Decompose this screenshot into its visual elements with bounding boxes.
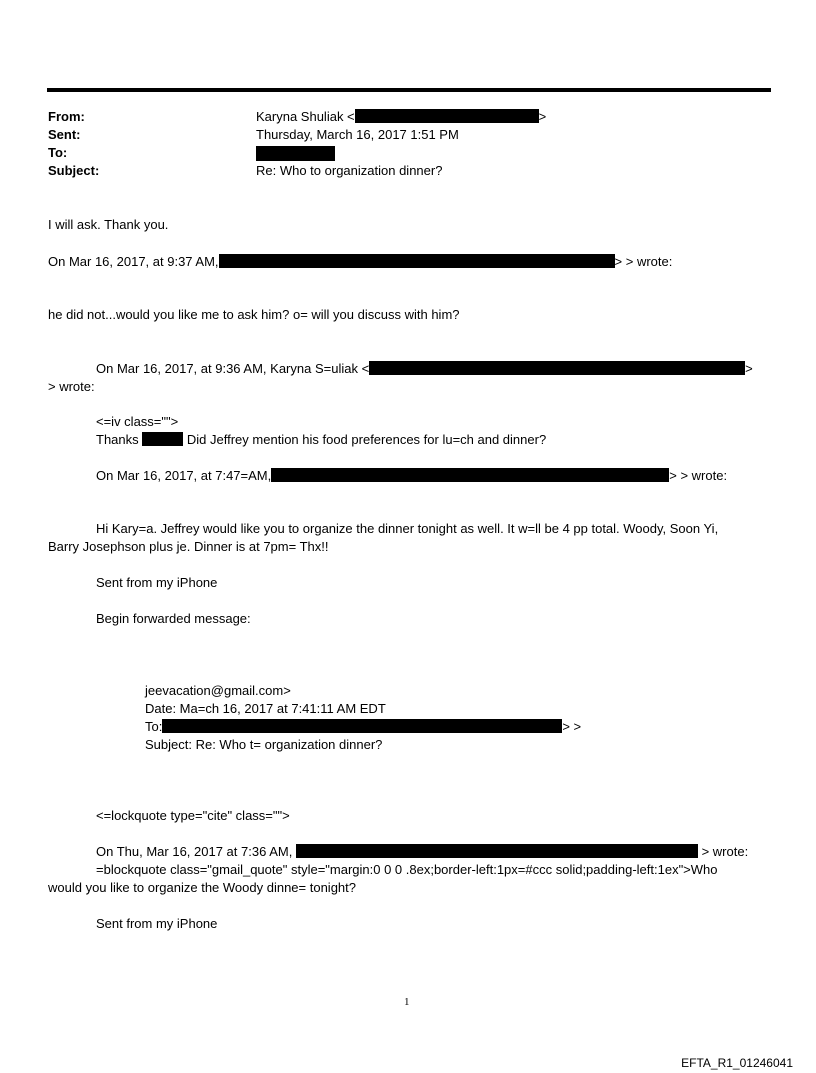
redaction-block: [369, 361, 745, 375]
from-close: >: [538, 109, 547, 124]
body-line: [145, 719, 581, 735]
body-line: Barry Josephson plus je. Dinner is at 7pm= Thx!!: [48, 539, 329, 554]
quote-attribution-end: >: [745, 361, 753, 376]
body-line: Hi Kary=a. Jeffrey would like you to organize the dinner tonight as well. It w=ll be 4 pp total. Woody, Soon Yi,: [96, 521, 719, 536]
from-value: [256, 109, 546, 124]
body-line: [48, 254, 672, 270]
redaction-block: [219, 254, 615, 268]
body-line: Begin forwarded message:: [96, 611, 251, 626]
body-line: <=iv class="">: [96, 414, 179, 429]
quote-attribution-end: > wrote:: [701, 844, 749, 859]
to-label: To:: [48, 145, 68, 160]
body-line: Date: Ma=ch 16, 2017 at 7:41:11 AM EDT: [145, 701, 386, 716]
body-line: Sent from my iPhone: [96, 575, 218, 590]
from-name: Karyna Shuliak <: [256, 109, 355, 124]
redaction-block: [162, 719, 562, 733]
sent-label: Sent:: [48, 127, 81, 142]
body-line: > wrote:: [48, 379, 95, 394]
body-line: [96, 432, 546, 448]
body-line: [96, 844, 748, 860]
body-line: Sent from my iPhone: [96, 916, 218, 931]
subject-value: Re: Who to organization dinner?: [256, 163, 443, 178]
body-line: Subject: Re: Who t= organization dinner?: [145, 737, 383, 752]
quote-attribution-end: > > wrote:: [669, 468, 728, 483]
body-line: jeevacation@gmail.com>: [145, 683, 291, 698]
quote-attribution-end: > > wrote:: [614, 254, 673, 269]
to-line-label: To:: [145, 719, 163, 734]
body-line: I will ask. Thank you.: [48, 217, 169, 232]
from-label: From:: [48, 109, 85, 124]
redaction-block: [142, 432, 183, 446]
body-text: Thanks: [96, 432, 139, 447]
body-line: <=lockquote type="cite" class="">: [96, 808, 290, 823]
subject-label: Subject:: [48, 163, 100, 178]
quote-attribution: On Mar 16, 2017, at 7:47=AM,: [96, 468, 272, 483]
header-rule: [47, 88, 771, 92]
document-id: EFTA_R1_01246041: [681, 1056, 793, 1070]
body-text: Did Jeffrey mention his food preferences for lu=ch and dinner?: [186, 432, 547, 447]
to-line-end: > >: [562, 719, 582, 734]
quote-attribution: On Mar 16, 2017, at 9:36 AM, Karyna S=uliak <: [96, 361, 370, 376]
body-line: would you like to organize the Woody dinne= tonight?: [48, 880, 356, 895]
body-line: [96, 468, 727, 484]
quote-attribution: On Mar 16, 2017, at 9:37 AM,: [48, 254, 219, 269]
body-line: =blockquote class="gmail_quote" style="margin:0 0 0 .8ex;border-left:1px=#ccc solid;padding-left:1ex">Who: [96, 862, 718, 877]
page-number: 1: [404, 996, 410, 1008]
redaction-block: [355, 109, 539, 123]
redaction-block: [256, 146, 335, 161]
body-line: he did not...would you like me to ask him? o= will you discuss with him?: [48, 307, 460, 322]
quote-attribution: On Thu, Mar 16, 2017 at 7:36 AM,: [96, 844, 293, 859]
body-line: [96, 361, 753, 377]
redaction-block: [271, 468, 669, 482]
sent-value: Thursday, March 16, 2017 1:51 PM: [256, 127, 459, 142]
redaction-block: [296, 844, 698, 858]
